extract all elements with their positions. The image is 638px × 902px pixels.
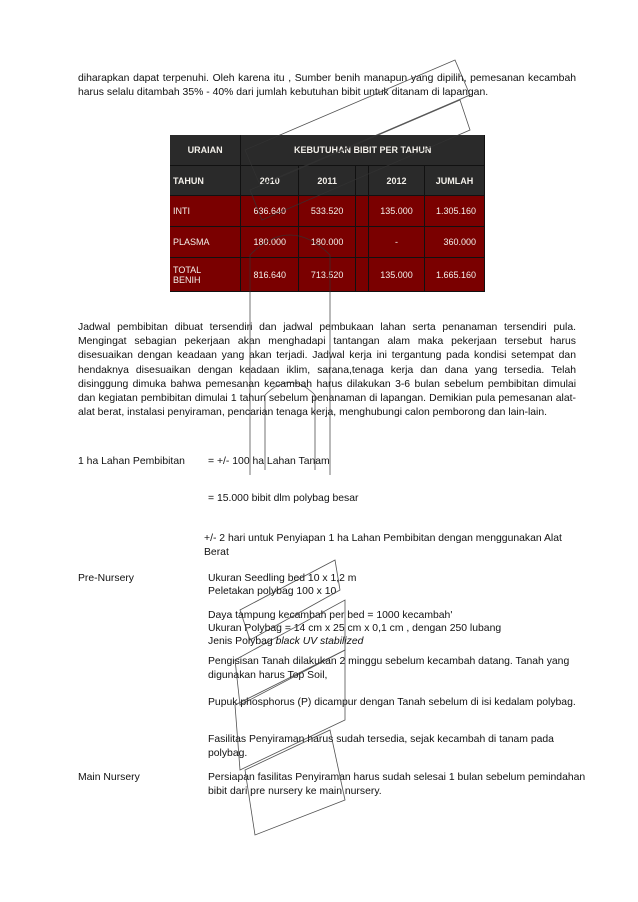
pre-value-6: Pengisisan Tanah dilakukan 2 minggu sebelum kecambah datang. Tanah yang digunakan harus Top Soil, [208, 656, 570, 681]
cell-2012: - [369, 227, 425, 258]
cell-2010: 636.640 [241, 196, 299, 227]
label-main-nursery: Main Nursery [78, 772, 140, 783]
header-year-2012: 2012 [369, 166, 425, 196]
seedling-needs-table [170, 135, 485, 292]
header-kebutuhan: KEBUTUHAN BIBIT PER TAHUN [241, 135, 485, 166]
table-year-row [170, 166, 485, 196]
cell-2010: 180.000 [241, 227, 299, 258]
cell-2010: 816.640 [241, 258, 299, 292]
table-row [170, 258, 485, 292]
cell-2011: 533.520 [299, 196, 356, 227]
pre-value-3: Daya tampung kecambah per bed = 1000 kecambah' [208, 610, 453, 621]
header-jumlah: JUMLAH [425, 166, 485, 196]
cell-2011: 713.520 [299, 258, 356, 292]
table-row [170, 227, 485, 258]
cell-2011: 180.000 [299, 227, 356, 258]
lahan-value-3: +/- 2 hari untuk Penyiapan 1 ha Lahan Pembibitan dengan menggunakan Alat Berat [204, 533, 562, 558]
header-uraian: URAIAN [170, 135, 241, 166]
header-tahun: TAHUN [170, 166, 241, 196]
label-pre-nursery: Pre-Nursery [78, 573, 135, 584]
schedule-paragraph: Jadwal pembibitan dibuat tersendiri dan jadwal pembukaan lahan serta penanaman tersendiri pula. Mengingat sebagian pekerjaan akan menghadapi tantangan alam maka pekerjaan tersebut harus disesuaikan dengan keadaan yang akan terjadi. Jadwal kerja ini tergantung pada kondisi setempat dan hendaknya disesuaikan dengan keadaan iklim, sarana,tenaga kerja dan dana yang tersedia. Telah disinggung dimuka bahwa pemesanan kecambah harus dilakukan 3-6 bulan sebelum pembibitan dimulai dan kegiatan pembibitan dimulai 1 tahun sebelum penanaman di lapangan. Demikian pula pemesanan alat-alat berat, instalasi penyiraman, pencarian tenaga kerja, menghubungi calon pemborong dan lain-lain. [78, 322, 576, 419]
cell-2012: 135.000 [369, 258, 425, 292]
row-label: TOTAL BENIH [170, 258, 241, 292]
pre-value-2: Peletakan polybag 100 x 10 [208, 586, 337, 597]
header-year-2010: 2010 [241, 166, 299, 196]
row-label: INTI [170, 196, 241, 227]
lahan-value-1: = +/- 100 ha Lahan Tanam [208, 456, 330, 467]
row-label: PLASMA [170, 227, 241, 258]
intro-paragraph: diharapkan dapat terpenuhi. Oleh karena itu , Sumber benih manapun yang dipilih, pemesanan kecambah harus selalu ditambah 35% - 40% dari jumlah kebutuhan bibit untuk ditanam di lapangan. [78, 73, 576, 99]
pre-value-8: Fasilitas Penyiraman harus sudah tersedia, sejak kecambah di tanam pada polybag. [208, 734, 554, 759]
header-year-2011: 2011 [299, 166, 356, 196]
cell-jumlah: 1.665.160 [425, 258, 485, 292]
pre-value-4: Ukuran Polybag = 14 cm x 25 cm x 0,1 cm , dengan 250 lubang [208, 623, 502, 634]
cell-jumlah: 1.305.160 [425, 196, 485, 227]
label-lahan-pembibitan: 1 ha Lahan Pembibitan [78, 456, 185, 467]
cell-jumlah: 360.000 [425, 227, 485, 258]
pre-value-5: Jenis Polybag black UV stabilized [208, 636, 364, 647]
pre-value-1: Ukuran Seedling bed 10 x 1,2 m [208, 573, 357, 584]
main-value-1: Persiapan fasilitas Penyiraman harus sudah selesai 1 bulan sebelum pemindahan bibit dari pre nursery ke main nursery. [208, 772, 586, 797]
pre-value-7: Pupuk phosphorus (P) dicampur dengan Tanah sebelum di isi kedalam polybag. [208, 697, 576, 708]
table-row [170, 196, 485, 227]
cell-2012: 135.000 [369, 196, 425, 227]
table-header-row [170, 135, 485, 166]
lahan-value-2: = 15.000 bibit dlm polybag besar [208, 493, 359, 504]
